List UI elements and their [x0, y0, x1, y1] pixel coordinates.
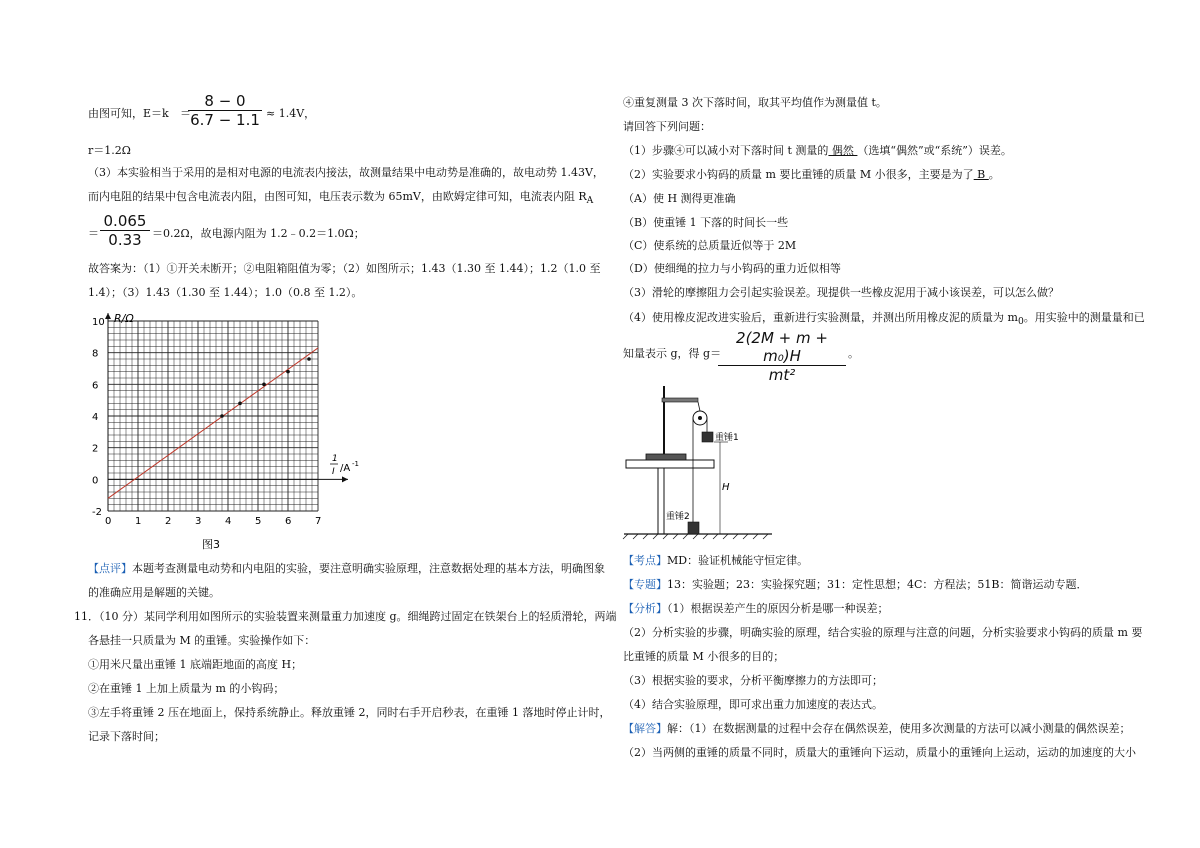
q2-line [623, 167, 1000, 183]
q11-line2: 各悬挂一只质量为 M 的重锤。实验操作如下： [88, 634, 316, 647]
fit-line [108, 348, 318, 498]
emf-frac-numerator: 8 − 0 [204, 92, 246, 110]
graph-grid [108, 321, 318, 511]
part3-line2-text: 而内电阻的结果中包含电流表内阻，由图可知，电压表示数为 65mV，由欧姆定律可知，电流表内阻 R [88, 190, 587, 203]
y-axis-label: R/Ω [114, 312, 134, 325]
q4-line1-end: 。用实验中的测量量和已 [1023, 311, 1145, 324]
step2: ②在重锤 1 上加上质量为 m 的小钩码； [88, 682, 285, 695]
emf-fraction [188, 92, 262, 129]
x-axis-label-sup: -1 [352, 460, 359, 468]
part3-line2 [88, 189, 593, 209]
x-tick-label: 5 [255, 516, 262, 527]
step4: ④重复测量 3 次下落时间，取其平均值作为测量值 t。 [623, 96, 887, 109]
fenxi-tag: 【分析】 [623, 602, 667, 615]
figure-caption: 图3 [202, 538, 220, 551]
fenxi4: （4）结合实验原理，即可求出重力加速度的表达式。 [623, 698, 883, 711]
g-formula-fraction [718, 329, 846, 384]
comment-tag: 【点评】 [88, 562, 132, 575]
zhuanti-text: 13：实验题；23：实验探究题；31：定性思想；4C：方程法；51B：简谐运动专题． [667, 578, 1088, 591]
x-tick-label: 7 [315, 516, 322, 527]
data-point [220, 414, 224, 418]
comment-line1 [88, 561, 605, 577]
graph-axes [105, 313, 351, 511]
ask-line: 请回答下列问题： [623, 120, 711, 133]
q4-line2-prefix: 知量表示 g，得 g＝ [623, 347, 722, 360]
y-tick-label: 0 [92, 475, 99, 487]
g-frac-numerator: 2(2M + m + m₀)H [736, 329, 828, 365]
x-axis-label-num: 1 [332, 454, 338, 464]
jieda-tag: 【解答】 [623, 722, 667, 735]
kaodian-tag: 【考点】 [623, 554, 667, 567]
g-frac-denominator: mt² [768, 366, 796, 384]
option-c: （C）使系统的总质量近似等于 2M [623, 239, 797, 252]
weight2-icon [688, 522, 699, 534]
x-tick-label: 2 [165, 516, 172, 527]
table-top [626, 460, 714, 468]
q1-prefix: （1）步骤④可以减小对下落时间 t 测量的 [623, 144, 829, 157]
stand-base [646, 454, 686, 460]
emf-prefix: 由图可知，E＝k [88, 107, 169, 120]
weight1-icon [702, 432, 713, 442]
comment-line2: 的准确应用是解题的关键。 [88, 586, 220, 599]
q4-line1-text: （4）使用橡皮泥改进实验后，重新进行实验测量，并测出所用橡皮泥的质量为 m [623, 311, 1018, 324]
apparatus-figure [622, 380, 782, 540]
emf-frac-denominator: 6.7 − 1.1 [190, 111, 260, 129]
data-point [238, 402, 242, 406]
zhuanti-line [623, 577, 1088, 593]
x-tick-label: 4 [225, 516, 232, 527]
pulley-hanger [698, 402, 700, 411]
q2-suffix: 。 [988, 168, 1000, 181]
ra-fraction [100, 212, 150, 249]
x-tick-label: 1 [135, 516, 142, 527]
jieda1-text: 解：（1）在数据测量的过程中会存在偶然误差，使用多次测量的方法可以减小测量的偶然误差； [667, 722, 1131, 735]
emf-equals: ＝ [180, 107, 191, 120]
y-tick-label: 8 [92, 348, 99, 360]
ra-frac-numerator: 0.065 [103, 212, 147, 230]
y-tick-label: 4 [92, 412, 99, 423]
y-tick-label: 10 [92, 317, 105, 328]
x-tick-label: 3 [195, 516, 202, 527]
fenxi3: （3）根据实验的要求，分析平衡摩擦力的方法即可； [623, 674, 883, 687]
part3-line1: （3）本实验相当于采用的是相对电源的电流表内接法，故测量结果中电动势是准确的，故电动势 1.43V， [88, 166, 604, 179]
fenxi-line1 [623, 601, 889, 617]
answer-line1: 故答案为：（1）①开关未断开；②电阻箱阻值为零；（2）如图所示；1.43（1.30 至 1.44）；1.2（1.0 至 [88, 262, 601, 275]
kaodian-line [623, 553, 808, 569]
step1: ①用米尺量出重锤 1 底端距地面的高度 H； [88, 658, 303, 671]
y-tick-label: 6 [92, 380, 99, 392]
answer-line2: 1.4）；（3）1.43（1.30 至 1.44）；1.0（0.8 至 1.2）。 [88, 286, 363, 299]
q11-text: （10 分）某同学利用如图所示的实验装置来测量重力加速度 g。细绳跨过固定在铁架台上的轻质滑轮，两端 [99, 610, 617, 623]
weight2-label: 重锤2 [666, 512, 690, 522]
step3-line1: ③左手将重锤 2 压在地面上，保持系统静止。释放重锤 2，同时右手开启秒表，在重锤 1 落地时停止计时， [88, 706, 611, 719]
y-axis-arrow-icon [105, 313, 111, 319]
fenxi2-line2: 比重锤的质量 M 小很多的目的； [623, 650, 785, 663]
h-label: H [722, 482, 730, 493]
kaodian-text: MD：验证机械能守恒定律。 [667, 554, 809, 567]
data-point [307, 357, 311, 361]
q3-line: （3）滑轮的摩擦阻力会引起实验误差。现提供一些橡皮泥用于减小该误差，可以怎么做？ [623, 286, 1059, 299]
q1-answer: 偶然 [828, 144, 858, 157]
q1-line [623, 143, 1012, 159]
emf-suffix: ≈ 1.4V， [266, 107, 316, 120]
clamp-arm [662, 398, 698, 402]
q2-answer: B [973, 168, 989, 181]
jieda-line1 [623, 721, 1131, 737]
x-tick-label: 6 [285, 516, 292, 527]
option-d: （D）使细绳的拉力与小钩码的重力近似相等 [623, 262, 841, 275]
emf-line [88, 106, 169, 122]
x-tick-label: 0 [105, 516, 112, 527]
fenxi2-line1: （2）分析实验的步骤，明确实验的原理，结合实验的原理与注意的问题，分析实验要求小钩码的质量 m 要 [623, 626, 1143, 639]
x-axis-label-unit: /A [340, 463, 351, 474]
ground-hatching [623, 534, 768, 539]
zhuanti-tag: 【专题】 [623, 578, 667, 591]
q4-line1 [623, 310, 1145, 330]
x-axis-label-den: I [332, 467, 335, 477]
data-point [286, 370, 290, 374]
q4-line2-suffix: 。 [848, 347, 859, 360]
q11-line1 [74, 609, 617, 625]
m0-subscript: 0 [1017, 316, 1024, 328]
data-point [262, 383, 266, 387]
q2-prefix: （2）实验要求小钩码的质量 m 要比重锤的质量 M 小很多，主要是为了 [623, 168, 974, 181]
step3-line2: 记录下落时间； [88, 730, 165, 743]
pulley-axle [698, 416, 702, 420]
y-tick-label: 2 [92, 443, 99, 455]
ra-equals: ＝ [88, 227, 99, 240]
comment-text: 本题考查测量电动势和内电阻的实验，要注意明确实验原理，注意数据处理的基本方法，明确图象 [132, 562, 605, 575]
jieda2-line: （2）当两侧的重锤的质量不同时，质量大的重锤向下运动，质量小的重锤向上运动，运动的加速度的大小 [623, 746, 1136, 759]
weight1-label: 重锤1 [715, 433, 739, 443]
ra-suffix: ＝0.2Ω，故电源内阻为 1.2﹣0.2＝1.0Ω； [152, 227, 365, 240]
r-line: r＝1.2Ω [88, 144, 131, 157]
q11-number: 11． [74, 610, 99, 623]
ra-frac-denominator: 0.33 [108, 231, 142, 249]
ra-subscript: A [586, 195, 594, 207]
graph-tick-labels [92, 317, 321, 527]
q1-suffix: （选填“偶然”或“系统”）误差。 [857, 144, 1012, 157]
y-tick-label: -2 [92, 507, 102, 518]
r-vs-inverse-i-graph [86, 308, 366, 553]
fenxi1-text: （1）根据误差产生的原因分析是哪一种误差； [667, 602, 889, 615]
x-axis-arrow-icon [342, 476, 348, 482]
option-b: （B）使重锤 1 下落的时间长一些 [623, 216, 789, 229]
option-a: （A）使 H 测得更准确 [623, 192, 736, 205]
